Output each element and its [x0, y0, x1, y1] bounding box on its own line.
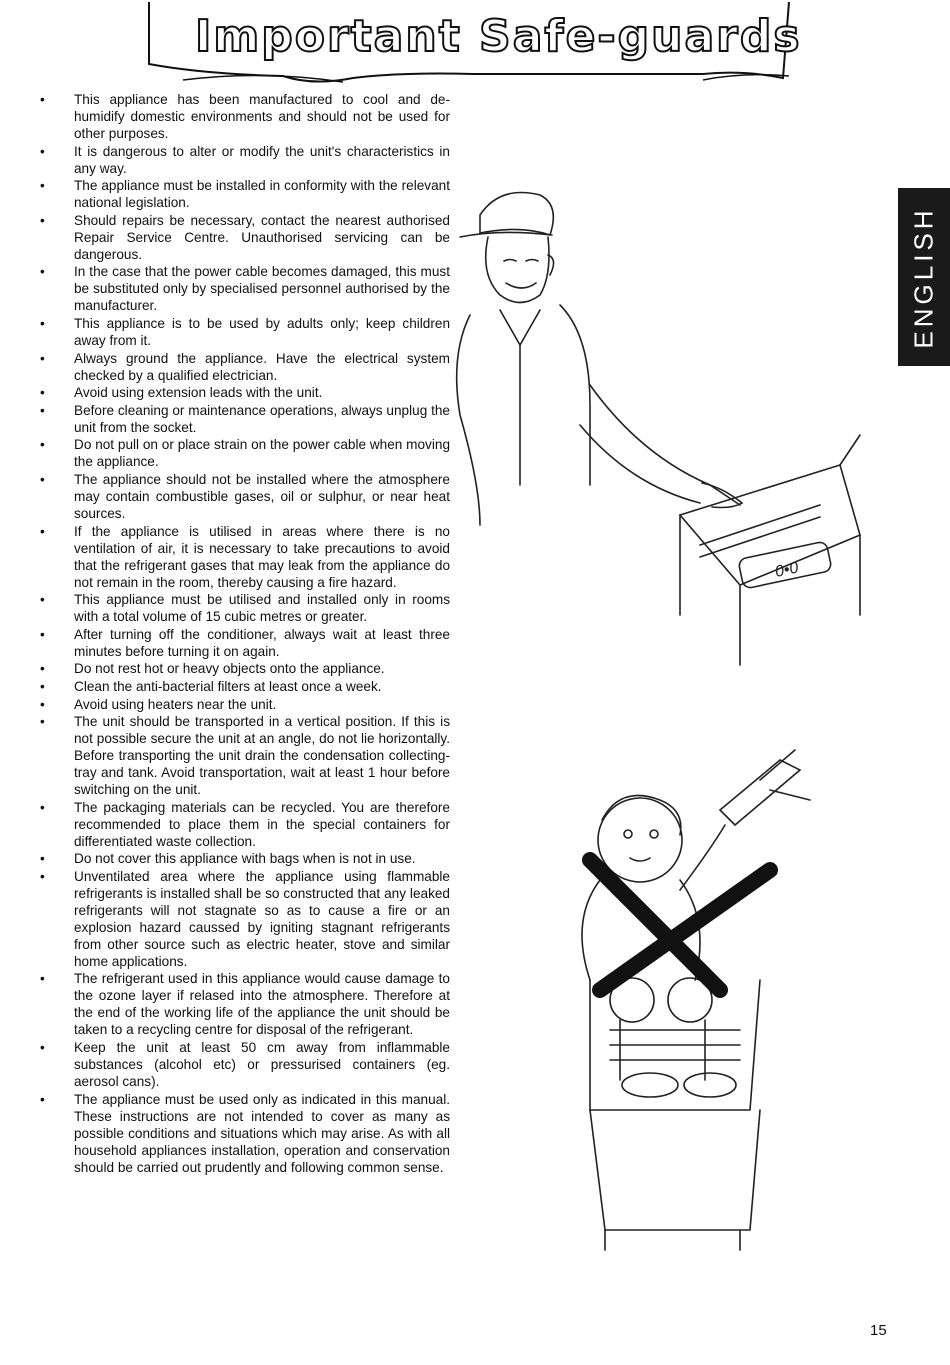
- list-item: [40, 868, 450, 970]
- list-item-text: It is dangerous to alter or modify the unit's characteristics in any way.: [74, 143, 450, 176]
- list-item-text: This appliance is to be used by adults only; keep children away from it.: [74, 315, 450, 348]
- list-item-text: This appliance must be utilised and installed only in rooms with a total volume of 15 cubic metres or greater.: [74, 592, 450, 625]
- list-item-text: Before cleaning or maintenance operations, always unplug the unit from the socket.: [74, 402, 450, 435]
- language-tab: [898, 188, 950, 366]
- bullet-symbol: •: [40, 678, 45, 694]
- page-number: 15: [870, 1322, 887, 1339]
- bullet-symbol: •: [40, 350, 45, 366]
- bullet-symbol: •: [40, 1091, 45, 1107]
- list-item-text: The unit should be transported in a vertical position. If this is not possible secure the unit at an angle, do not lie horizontally. Before transporting the unit drain the condensation collecting-tray and tank. Avoid transportation, wait at least 1 hour before switching on the unit.: [74, 714, 450, 798]
- list-item: [40, 263, 450, 314]
- bullet-symbol: •: [40, 402, 45, 418]
- bullet-symbol: •: [40, 868, 45, 884]
- bullet-symbol: •: [40, 661, 45, 677]
- list-item-text: Do not rest hot or heavy objects onto the appliance.: [74, 661, 385, 677]
- list-item-text: If the appliance is utilised in areas where there is no ventilation of air, it is necessary to take precautions to avoid that the refrigerant gases that may leak from the appliance do not remain in the room, thereby causing a fire hazard.: [74, 523, 450, 590]
- list-item: [40, 1039, 450, 1090]
- unit-display: 0•0: [773, 559, 800, 581]
- page-title: Important Safe-guards: [195, 11, 802, 62]
- bullet-symbol: •: [40, 385, 45, 401]
- list-item: [40, 626, 450, 660]
- list-item-text: This appliance has been manufactured to cool and de-humidify domestic environments and should not be used for other purposes.: [74, 92, 450, 141]
- language-tab-label: ENGLISH: [908, 205, 939, 349]
- list-item-text: The appliance should not be installed where the atmosphere may contain combustible gases, oil or sulphur, or near heat sources.: [74, 471, 450, 521]
- list-item: [40, 402, 450, 436]
- bullet-symbol: •: [40, 92, 45, 107]
- list-item: [40, 591, 450, 625]
- list-item-text: The packaging materials can be recycled. You are therefore recommended to place them in the special containers for differentiated waste collection.: [74, 799, 450, 849]
- list-item: [40, 350, 450, 384]
- bullet-symbol: •: [40, 212, 45, 228]
- bullet-symbol: •: [40, 626, 45, 642]
- list-item: [40, 523, 450, 591]
- bullet-symbol: •: [40, 315, 45, 331]
- list-item: [40, 143, 450, 177]
- list-item: [40, 436, 450, 470]
- bullet-symbol: •: [40, 471, 45, 487]
- list-item-text: The refrigerant used in this appliance would cause damage to the ozone layer if relased into the atmosphere. Therefore at the end of the working life of the appliance the unit should be taken to a recycling centre for disposal of the refrigerant.: [74, 971, 450, 1038]
- list-item-text: In the case that the power cable becomes damaged, this must be substituted only by specialised personnel authorised by the manufacturer.: [74, 264, 450, 314]
- bullet-symbol: •: [40, 696, 45, 712]
- child-warning-illustration: [520, 730, 850, 1270]
- bullet-symbol: •: [40, 851, 45, 867]
- list-item-text: Always ground the appliance. Have the electrical system checked by a qualified electrician.: [74, 350, 450, 383]
- list-item-text: The appliance must be installed in conformity with the relevant national legislation.: [74, 178, 450, 211]
- list-item: [40, 799, 450, 850]
- bullet-symbol: •: [40, 799, 45, 815]
- list-item: [40, 91, 450, 142]
- list-item: [40, 471, 450, 522]
- bullet-symbol: •: [40, 178, 45, 194]
- bullet-symbol: •: [40, 143, 45, 159]
- list-item: [40, 660, 450, 677]
- list-item-text: Avoid using extension leads with the unit.: [74, 385, 323, 401]
- bullet-symbol: •: [40, 592, 45, 608]
- list-item: [40, 384, 450, 401]
- list-item-text: After turning off the conditioner, always wait at least three minutes before turning it on again.: [74, 626, 450, 659]
- list-item: [40, 713, 450, 798]
- list-item: [40, 1091, 450, 1176]
- list-item-text: Unventilated area where the appliance using flammable refrigerants is installed shall be so constructed that any leaked refrigerants will not stagnate so as to cause a fire or an explosion hazard caussed by igniting stagnant refrigerants from other source such as electric heater, stove and similar home applications.: [74, 868, 450, 969]
- list-item: [40, 177, 450, 211]
- bullet-symbol: •: [40, 1040, 45, 1056]
- bullet-symbol: •: [40, 523, 45, 539]
- list-item: [40, 315, 450, 349]
- list-item-text: Keep the unit at least 50 cm away from inflammable substances (alcohol etc) or pressurised containers (eg. aerosol cans).: [74, 1040, 450, 1090]
- list-item: [40, 696, 450, 713]
- list-item-text: Do not pull on or place strain on the power cable when moving the appliance.: [74, 437, 450, 470]
- bullet-symbol: •: [40, 437, 45, 453]
- list-item-text: Clean the anti-bacterial filters at least once a week.: [74, 678, 382, 694]
- bullet-symbol: •: [40, 264, 45, 280]
- list-item: [40, 678, 450, 695]
- safeguards-list: [40, 91, 450, 1176]
- list-item-text: Do not cover this appliance with bags when is not in use.: [74, 851, 416, 867]
- list-item-text: Should repairs be necessary, contact the nearest authorised Repair Service Centre. Unauthorised servicing can be dangerous.: [74, 212, 450, 262]
- list-item-text: Avoid using heaters near the unit.: [74, 696, 277, 712]
- bullet-symbol: •: [40, 971, 45, 987]
- technician-illustration: [440, 185, 870, 685]
- list-item: [40, 970, 450, 1038]
- bullet-symbol: •: [40, 714, 45, 730]
- list-item: [40, 850, 450, 867]
- list-item-text: The appliance must be used only as indicated in this manual. These instructions are not intended to cover as many as possible conditions and situations which may arise. As with all household appliances installation, operation and conservation should be carried out prudently and following common sense.: [74, 1091, 450, 1175]
- list-item: [40, 212, 450, 263]
